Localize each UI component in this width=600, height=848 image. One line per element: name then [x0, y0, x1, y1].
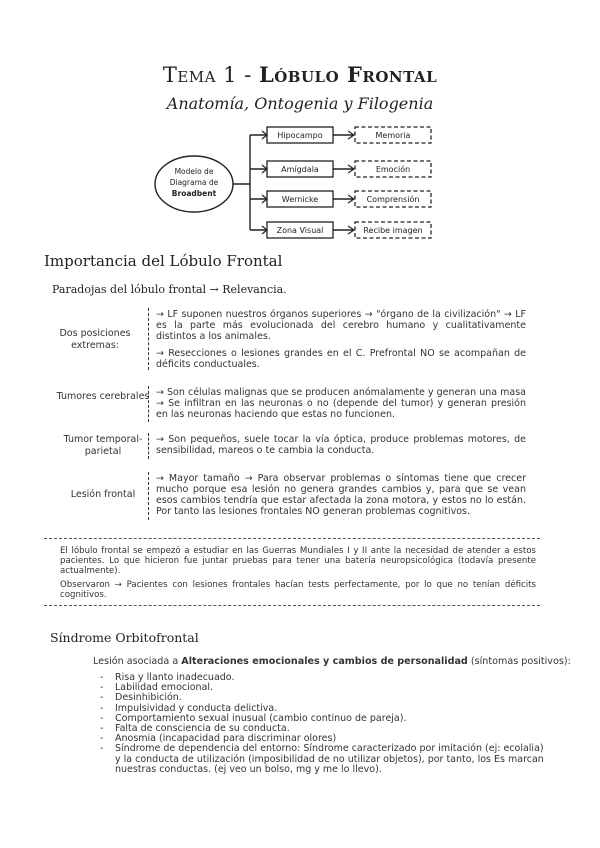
row-item: → Mayor tamaño → Para observar problemas o síntomas tiene que crecer mucho porque esa lesión no genera grandes cambios y, para que se vean esos cambios tendría que estar afectada la zona motora, y estos no lo están. Por tanto las lesiones frontales NO generan problemas cognitivos. [156, 473, 526, 517]
lesion-line [93, 656, 571, 667]
row-text-lesion [156, 473, 526, 523]
lesion-bold: Alteraciones emocionales y cambios de personalidad [181, 656, 468, 667]
list-item: - Falta de consciencia de su conducta. [100, 724, 545, 734]
list-item: - Comportamiento sexual inusual (cambio continuo de pareja). [100, 714, 545, 724]
row-item: → Son células malignas que se producen anómalamente y generan una masa → Se infiltran en las neuronas o no (depende del tumor) y generan presión en las neuronas haciendo que estas no funcionen. [156, 387, 526, 420]
row-divider [148, 308, 149, 370]
divider-bottom [44, 605, 540, 606]
row-label-lesion: Lesión frontal [70, 489, 136, 500]
broadbent-diagram [150, 122, 450, 248]
row-label-posiciones: Dos posiciones extremas: [59, 328, 131, 351]
box-label-3: Wernicke [281, 195, 319, 204]
sindrome-heading: Síndrome Orbitofrontal [50, 630, 199, 645]
row-divider [148, 386, 149, 422]
right-arrow-lines [333, 135, 353, 230]
lesion-prefix: Lesión asociada a [93, 656, 182, 667]
right-arrowheads [348, 131, 354, 234]
list-item: - Síndrome de dependencia del entorno: Síndrome caracterizado por imitación (ej: ecolalia) y la conducta de utilización (imposibilidad de no utilizar objetos), por tanto, los Es marcan nuestras conductas. (ej veo un bolso, mg y me lo llevo). [100, 744, 545, 775]
title-main: Lóbulo Frontal [258, 62, 438, 87]
row-text-tumores [156, 387, 526, 426]
box-label-1: Hipocampo [277, 131, 323, 140]
box-label-4: Zona Visual [276, 226, 324, 235]
list-item: - Risa y llanto inadecuado. [100, 673, 545, 683]
dashed-label-3: Comprensión [366, 195, 420, 204]
lesion-suffix: (síntomas positivos): [467, 656, 571, 667]
page-subtitle: Anatomía, Ontogenia y Filogenia [166, 94, 434, 113]
dashed-label-1: Memoria [375, 131, 411, 140]
center-line-3: Broadbent [171, 189, 217, 198]
list-item: - Impulsividad y conducta delictiva. [100, 704, 545, 714]
row-item: → Son pequeños, suele tocar la vía óptica, produce problemas motores, de sensibilidad, mareos o te cambia la conducta. [156, 434, 526, 456]
title-prefix: Tema 1 - [162, 63, 259, 87]
importance-heading: Importancia del Lóbulo Frontal [44, 252, 283, 270]
symptom-list [100, 673, 545, 775]
row-divider [148, 472, 149, 520]
box-label-2: Amígdala [281, 165, 319, 174]
note-guerras: El lóbulo frontal se empezó a estudiar en las Guerras Mundiales I y II ante la necesidad de atender a estos pacientes. Lo que hicieron fue juntar pruebas para tener una batería neuropsicológica (todavía presente actualmente). [60, 546, 536, 576]
row-text-posiciones [156, 309, 526, 376]
center-line-2: Diagrama de [169, 178, 219, 187]
paradojas-heading: Paradojas del lóbulo frontal → Relevancia. [52, 283, 287, 296]
branch-lines [233, 135, 266, 230]
dashed-label-2: Emoción [375, 165, 411, 174]
center-line-1: Modelo de [174, 167, 214, 176]
divider-top [44, 538, 540, 539]
row-item: → LF suponen nuestros órganos superiores → "órgano de la civilización" → LF es la parte más evolucionada del cerebro humano y cualitativamente distintos a los animales. [156, 309, 526, 342]
row-divider [148, 433, 149, 459]
branch-arrowheads [262, 131, 267, 234]
dashed-label-4: Recibe imagen [363, 226, 423, 235]
list-item: - Labilidad emocional. [100, 683, 545, 693]
list-item: - Desinhibición. [100, 693, 545, 703]
list-item: - Anosmia (incapacidad para discriminar olores) [100, 734, 545, 744]
row-item: → Resecciones o lesiones grandes en el C. Prefrontal NO se acompañan de déficits conductuales. [156, 348, 526, 370]
row-text-temporal [156, 434, 526, 462]
note-observaron: Observaron → Pacientes con lesiones frontales hacían tests perfectamente, por lo que no tenían déficits cognitivos. [60, 580, 536, 600]
row-label-temporal: Tumor temporal-parietal [63, 434, 143, 457]
page-title [0, 62, 600, 87]
row-label-tumores: Tumores cerebrales [56, 391, 150, 402]
